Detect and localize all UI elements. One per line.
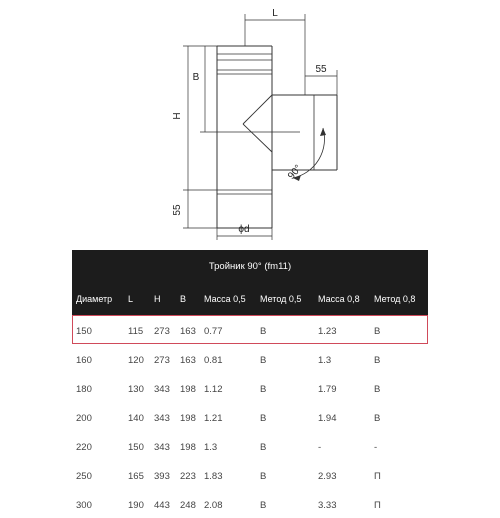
table-cell-col-mass-05: 1.21: [204, 413, 223, 424]
table-cell-col-L: 190: [128, 500, 144, 511]
table-cell-col-B: 198: [180, 384, 196, 395]
table-cell-col-method-05: В: [260, 471, 267, 482]
dim-55-top-label: 55: [315, 64, 327, 75]
table-cell-col-method-05: В: [256, 315, 314, 344]
table-cell-col-method-05: В: [260, 442, 267, 453]
table-cell-col-method-08: В: [374, 384, 381, 395]
table-row: [72, 489, 428, 518]
tee-drawing-svg: [0, 0, 500, 245]
table-cell-col-L: 120: [128, 355, 144, 366]
table-cell-col-mass-05: 1.83: [204, 471, 223, 482]
table-title: Тройник 90° (fm11): [72, 250, 428, 282]
table-header-col-H: H: [150, 282, 176, 315]
table-cell-col-B: 198: [180, 442, 196, 453]
table-row: [72, 373, 428, 402]
table-header-col-method-08: Метод 0,8: [370, 282, 428, 315]
table-header-col-mass-08: Масса 0,8: [314, 282, 370, 315]
table-cell-col-H: 393: [154, 471, 170, 482]
table-cell-col-B: 198: [180, 413, 196, 424]
table-cell-col-L: 140: [128, 413, 144, 424]
table-cell-col-mass-08: 1.79: [318, 384, 337, 395]
table-cell-col-diameter: 180: [76, 384, 92, 395]
table-header-col-diameter: Диаметр: [72, 282, 124, 315]
table-header-col-B: B: [176, 282, 200, 315]
dim-diameter-label: ϕd: [238, 224, 250, 235]
table-cell-col-diameter: 160: [76, 355, 92, 366]
table-cell-col-mass-05: 2.08: [204, 500, 223, 511]
table-cell-col-mass-08: 1.94: [318, 413, 337, 424]
table-cell-col-diameter: 150: [72, 315, 124, 344]
table-body: [72, 315, 428, 518]
table-cell-col-diameter: 200: [76, 413, 92, 424]
table-cell-col-B: 223: [180, 471, 196, 482]
table-cell-col-method-05: В: [260, 384, 267, 395]
table-cell-col-H: 343: [154, 413, 170, 424]
table-row: [72, 402, 428, 431]
table-cell-col-H: 343: [154, 384, 170, 395]
table-cell-col-mass-08: 2.93: [318, 471, 337, 482]
table-cell-col-mass-08: 3.33: [318, 500, 337, 511]
table-cell-col-method-05: В: [260, 355, 267, 366]
table-cell-col-diameter: 300: [76, 500, 92, 511]
table-cell-col-method-08: В: [370, 315, 428, 344]
table-cell-col-H: 443: [154, 500, 170, 511]
table-cell-col-mass-08: -: [318, 442, 322, 453]
table-cell-col-method-08: В: [374, 413, 381, 424]
table-cell-col-method-05: В: [260, 500, 267, 511]
table-cell-col-H: 273: [150, 315, 176, 344]
table-row: [72, 315, 428, 344]
table-cell-col-method-08: -: [374, 442, 378, 453]
table-cell-col-mass-05: 0.81: [204, 355, 223, 366]
table-header-col-mass-05: Масса 0,5: [200, 282, 256, 315]
dim-B-label: B: [192, 72, 200, 83]
dim-H-label: H: [172, 112, 183, 120]
table-cell-col-L: 165: [128, 471, 144, 482]
table-cell-col-diameter: 250: [76, 471, 92, 482]
table-cell-col-method-08: П: [374, 471, 381, 482]
table-cell-col-method-08: В: [374, 355, 381, 366]
table-cell-col-mass-08: 1.23: [314, 315, 370, 344]
table-header-col-method-05: Метод 0,5: [256, 282, 314, 315]
table-cell-col-diameter: 220: [76, 442, 92, 453]
table-row: [72, 460, 428, 489]
table-cell-col-mass-05: 0.77: [200, 315, 256, 344]
table-cell-col-L: 150: [128, 442, 144, 453]
table-cell-col-method-05: В: [260, 413, 267, 424]
table-cell-col-L: 115: [124, 315, 150, 344]
table-cell-col-mass-05: 1.3: [204, 442, 218, 453]
table-cell-col-H: 343: [154, 442, 170, 453]
table-cell-col-L: 130: [128, 384, 144, 395]
table-cell-col-B: 163: [176, 315, 200, 344]
table-header-col-L: L: [124, 282, 150, 315]
table-cell-col-mass-08: 1.3: [318, 355, 332, 366]
dim-angle-label: 90°: [286, 163, 305, 182]
specification-table: [72, 250, 428, 518]
table-cell-col-B: 248: [180, 500, 196, 511]
table-header-row: [72, 282, 428, 315]
table-cell-col-B: 163: [180, 355, 196, 366]
table-row: [72, 431, 428, 460]
table-row: [72, 344, 428, 373]
dim-55-bottom-label: 55: [172, 204, 183, 216]
dim-L-label: L: [272, 8, 278, 19]
table-cell-col-H: 273: [154, 355, 170, 366]
tee-technical-drawing: [0, 0, 500, 245]
table-cell-col-method-08: П: [374, 500, 381, 511]
table-cell-col-mass-05: 1.12: [204, 384, 223, 395]
